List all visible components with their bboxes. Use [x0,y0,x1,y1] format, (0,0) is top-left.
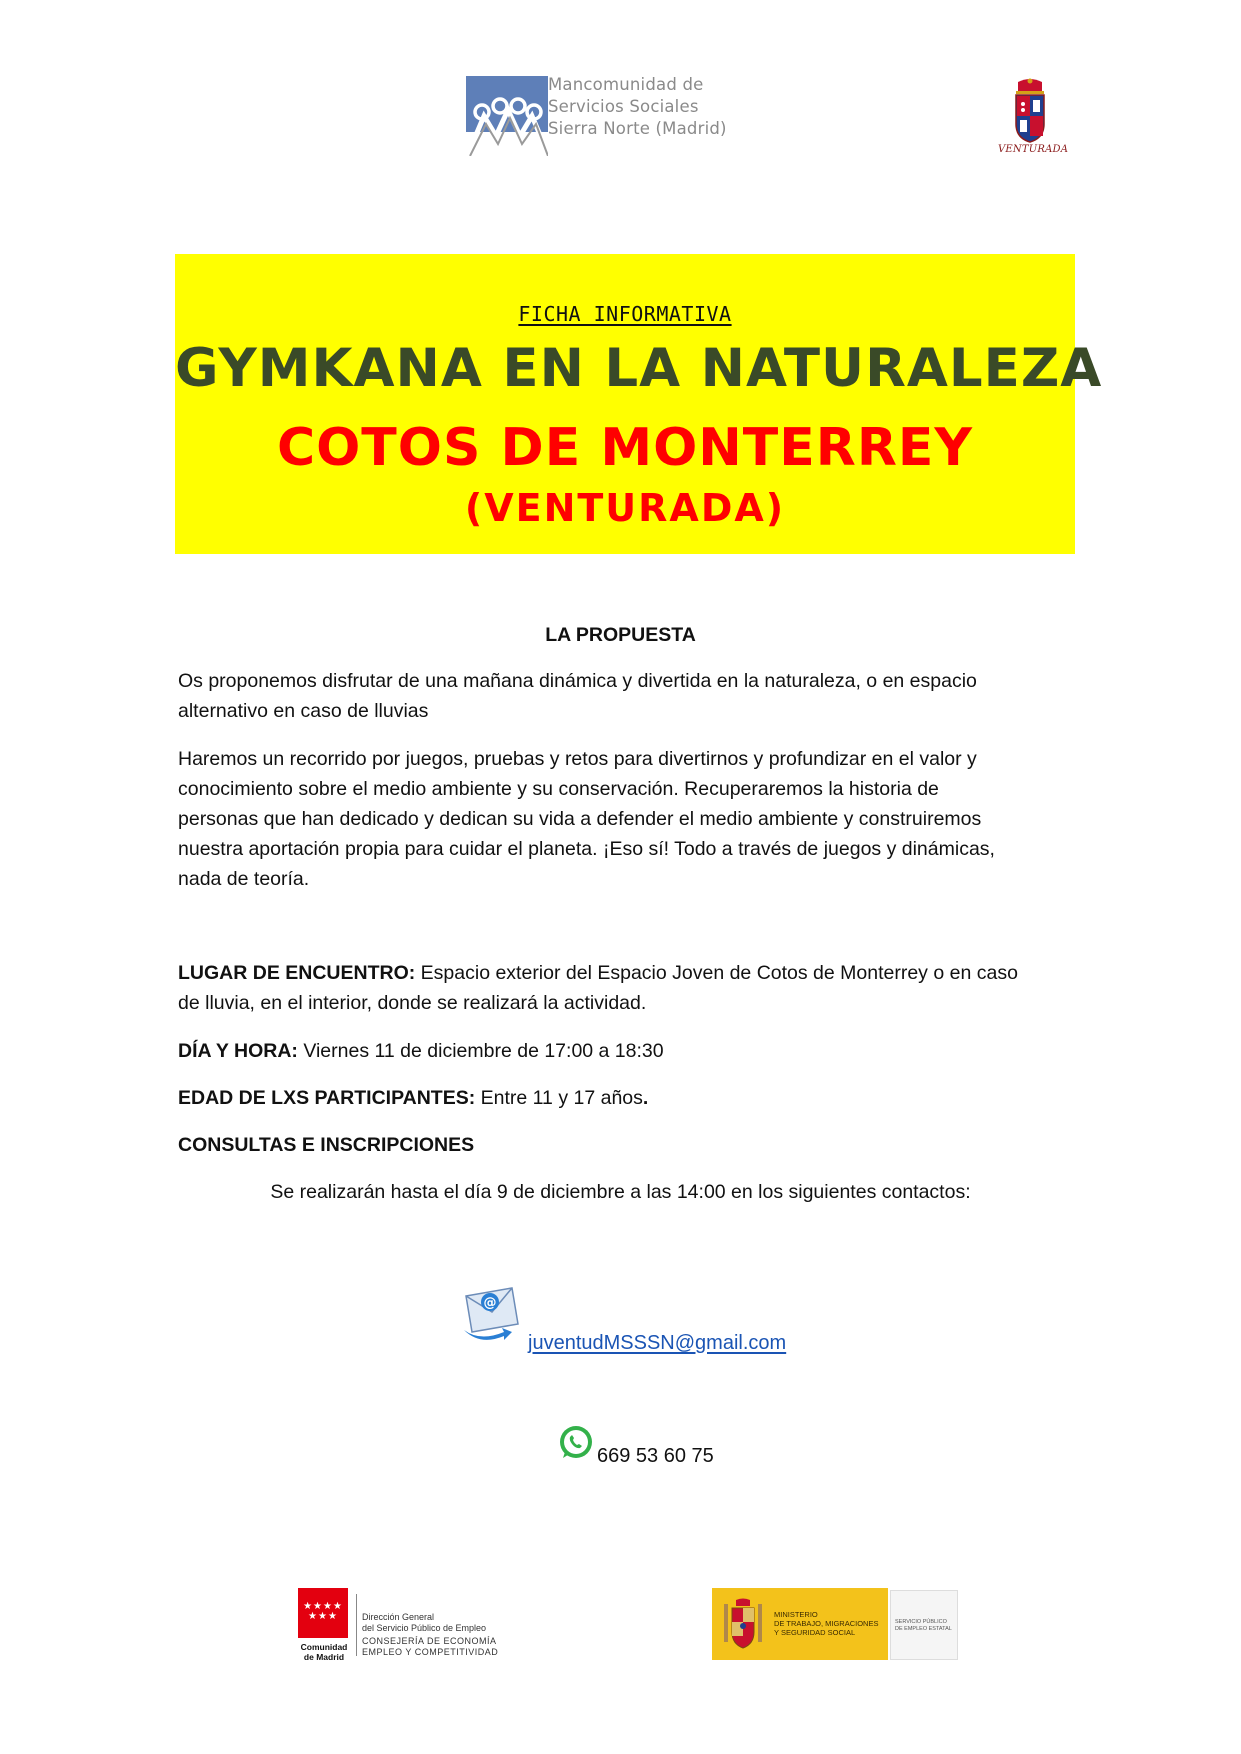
mss-line-1: Mancomunidad de [548,75,704,94]
madrid-flag-icon [298,1588,348,1638]
ministerio-line-2: DE TRABAJO, MIGRACIONES [774,1619,879,1628]
sepe-text [895,1619,952,1633]
text-line: conocimiento sobre el medio ambiente y su conservación. Recuperaremos la historia de [178,778,939,800]
section-heading-consultas: CONSULTAS E INSCRIPCIONES [178,1134,475,1156]
meeting-place [178,958,1068,1018]
email-envelope-icon [460,1282,524,1342]
direccion-general-text [362,1612,486,1634]
mancomunidad-logo-text [548,74,727,140]
text-line: personas que han dedicado y dedican su vida a defender el medio ambiente y construiremos [178,808,982,830]
madrid-stars-icon: ★★★★ ★★★ [303,1601,343,1622]
ministerio-line-1: MINISTERIO [774,1610,818,1619]
dg-line-2: del Servicio Público de Empleo [362,1623,487,1633]
svg-text:@: @ [483,1295,497,1311]
comunidad-madrid-name [296,1642,352,1662]
participant-age [178,1083,1068,1113]
phone-number[interactable]: 669 53 60 75 [597,1445,714,1467]
whatsapp-icon [557,1424,595,1462]
ministerio-logo [712,1588,956,1660]
comunidad-madrid-logo [296,1588,506,1662]
proposal-paragraph-2 [178,744,1068,894]
date-time-value: Viernes 11 de diciembre de 17:00 a 18:30 [297,1040,664,1062]
mss-line-2: Servicios Sociales [548,97,699,116]
dg-line-1: Dirección General [362,1612,435,1622]
date-time-label: DÍA Y HORA: [178,1040,298,1062]
venturada-coat-of-arms-icon [1000,78,1060,144]
ministerio-line-3: Y SEGURIDAD SOCIAL [774,1628,856,1637]
email-link[interactable]: juventudMSSSN@gmail.com [528,1332,787,1354]
ministerio-logo-box [712,1588,888,1660]
title-gymkana: GYMKANA EN LA NATURALEZA [175,338,1103,399]
venturada-logo [998,78,1069,160]
text-line: alternativo en caso de lluvias [178,700,429,722]
date-time [178,1036,1068,1066]
participant-age-value: Entre 11 y 17 años [475,1087,643,1109]
consejeria-text [362,1636,498,1658]
section-heading-propuesta: LA PROPUESTA [545,624,696,646]
mss-line-3: Sierra Norte (Madrid) [548,119,727,138]
cam-name-line-2: de Madrid [303,1652,345,1662]
title-town: (VENTURADA) [464,486,786,530]
text-line: nuestra aportación propia para cuidar el planeta. ¡Eso sí! Todo a través de juegos y dinámicas, [178,838,995,860]
sepe-line-1: SERVICIO PÚBLICO [895,1619,947,1625]
title-banner [175,254,1103,554]
title-location: COTOS DE MONTERREY [276,418,974,478]
mancomunidad-logo [466,72,756,162]
cons-line-1: CONSEJERÍA DE ECONOMÍA [362,1636,497,1646]
text-line: nada de teoría. [178,868,310,890]
meeting-place-label: LUGAR DE ENCUENTRO: [178,962,416,984]
participant-age-label: EDAD DE LXS PARTICIPANTES: [178,1087,476,1109]
mancomunidad-logo-mark [466,76,548,156]
ficha-informativa-label: FICHA INFORMATIVA [518,302,732,326]
meeting-place-value: Espacio exterior del Espacio Joven de Cotos de Monterrey o en caso [415,962,1018,984]
logo-divider [356,1594,357,1656]
spain-coat-of-arms-icon [722,1598,764,1650]
proposal-paragraph-1 [178,666,1068,726]
registration-deadline: Se realizarán hasta el día 9 de diciembre a las 14:00 en los siguientes contactos: [270,1181,971,1203]
sepe-line-2: DE EMPLEO ESTATAL [895,1626,952,1632]
cons-line-2: EMPLEO Y COMPETITIVIDAD [362,1647,499,1657]
venturada-caption: VENTURADA [998,144,1069,155]
participant-age-period: . [642,1087,649,1109]
ministerio-text [774,1610,878,1637]
meeting-place-line-1 [178,958,1068,988]
text-line: Haremos un recorrido por juegos, pruebas y retos para divertirnos y profundizar en el valor y [178,748,977,770]
sepe-logo-box [890,1590,958,1660]
meeting-place-line-2: de lluvia, en el interior, donde se realizará la actividad. [178,992,647,1014]
text-line: Os proponemos disfrutar de una mañana dinámica y divertida en la naturaleza, o en espacio [178,670,977,692]
cam-name-line-1: Comunidad [300,1642,348,1652]
